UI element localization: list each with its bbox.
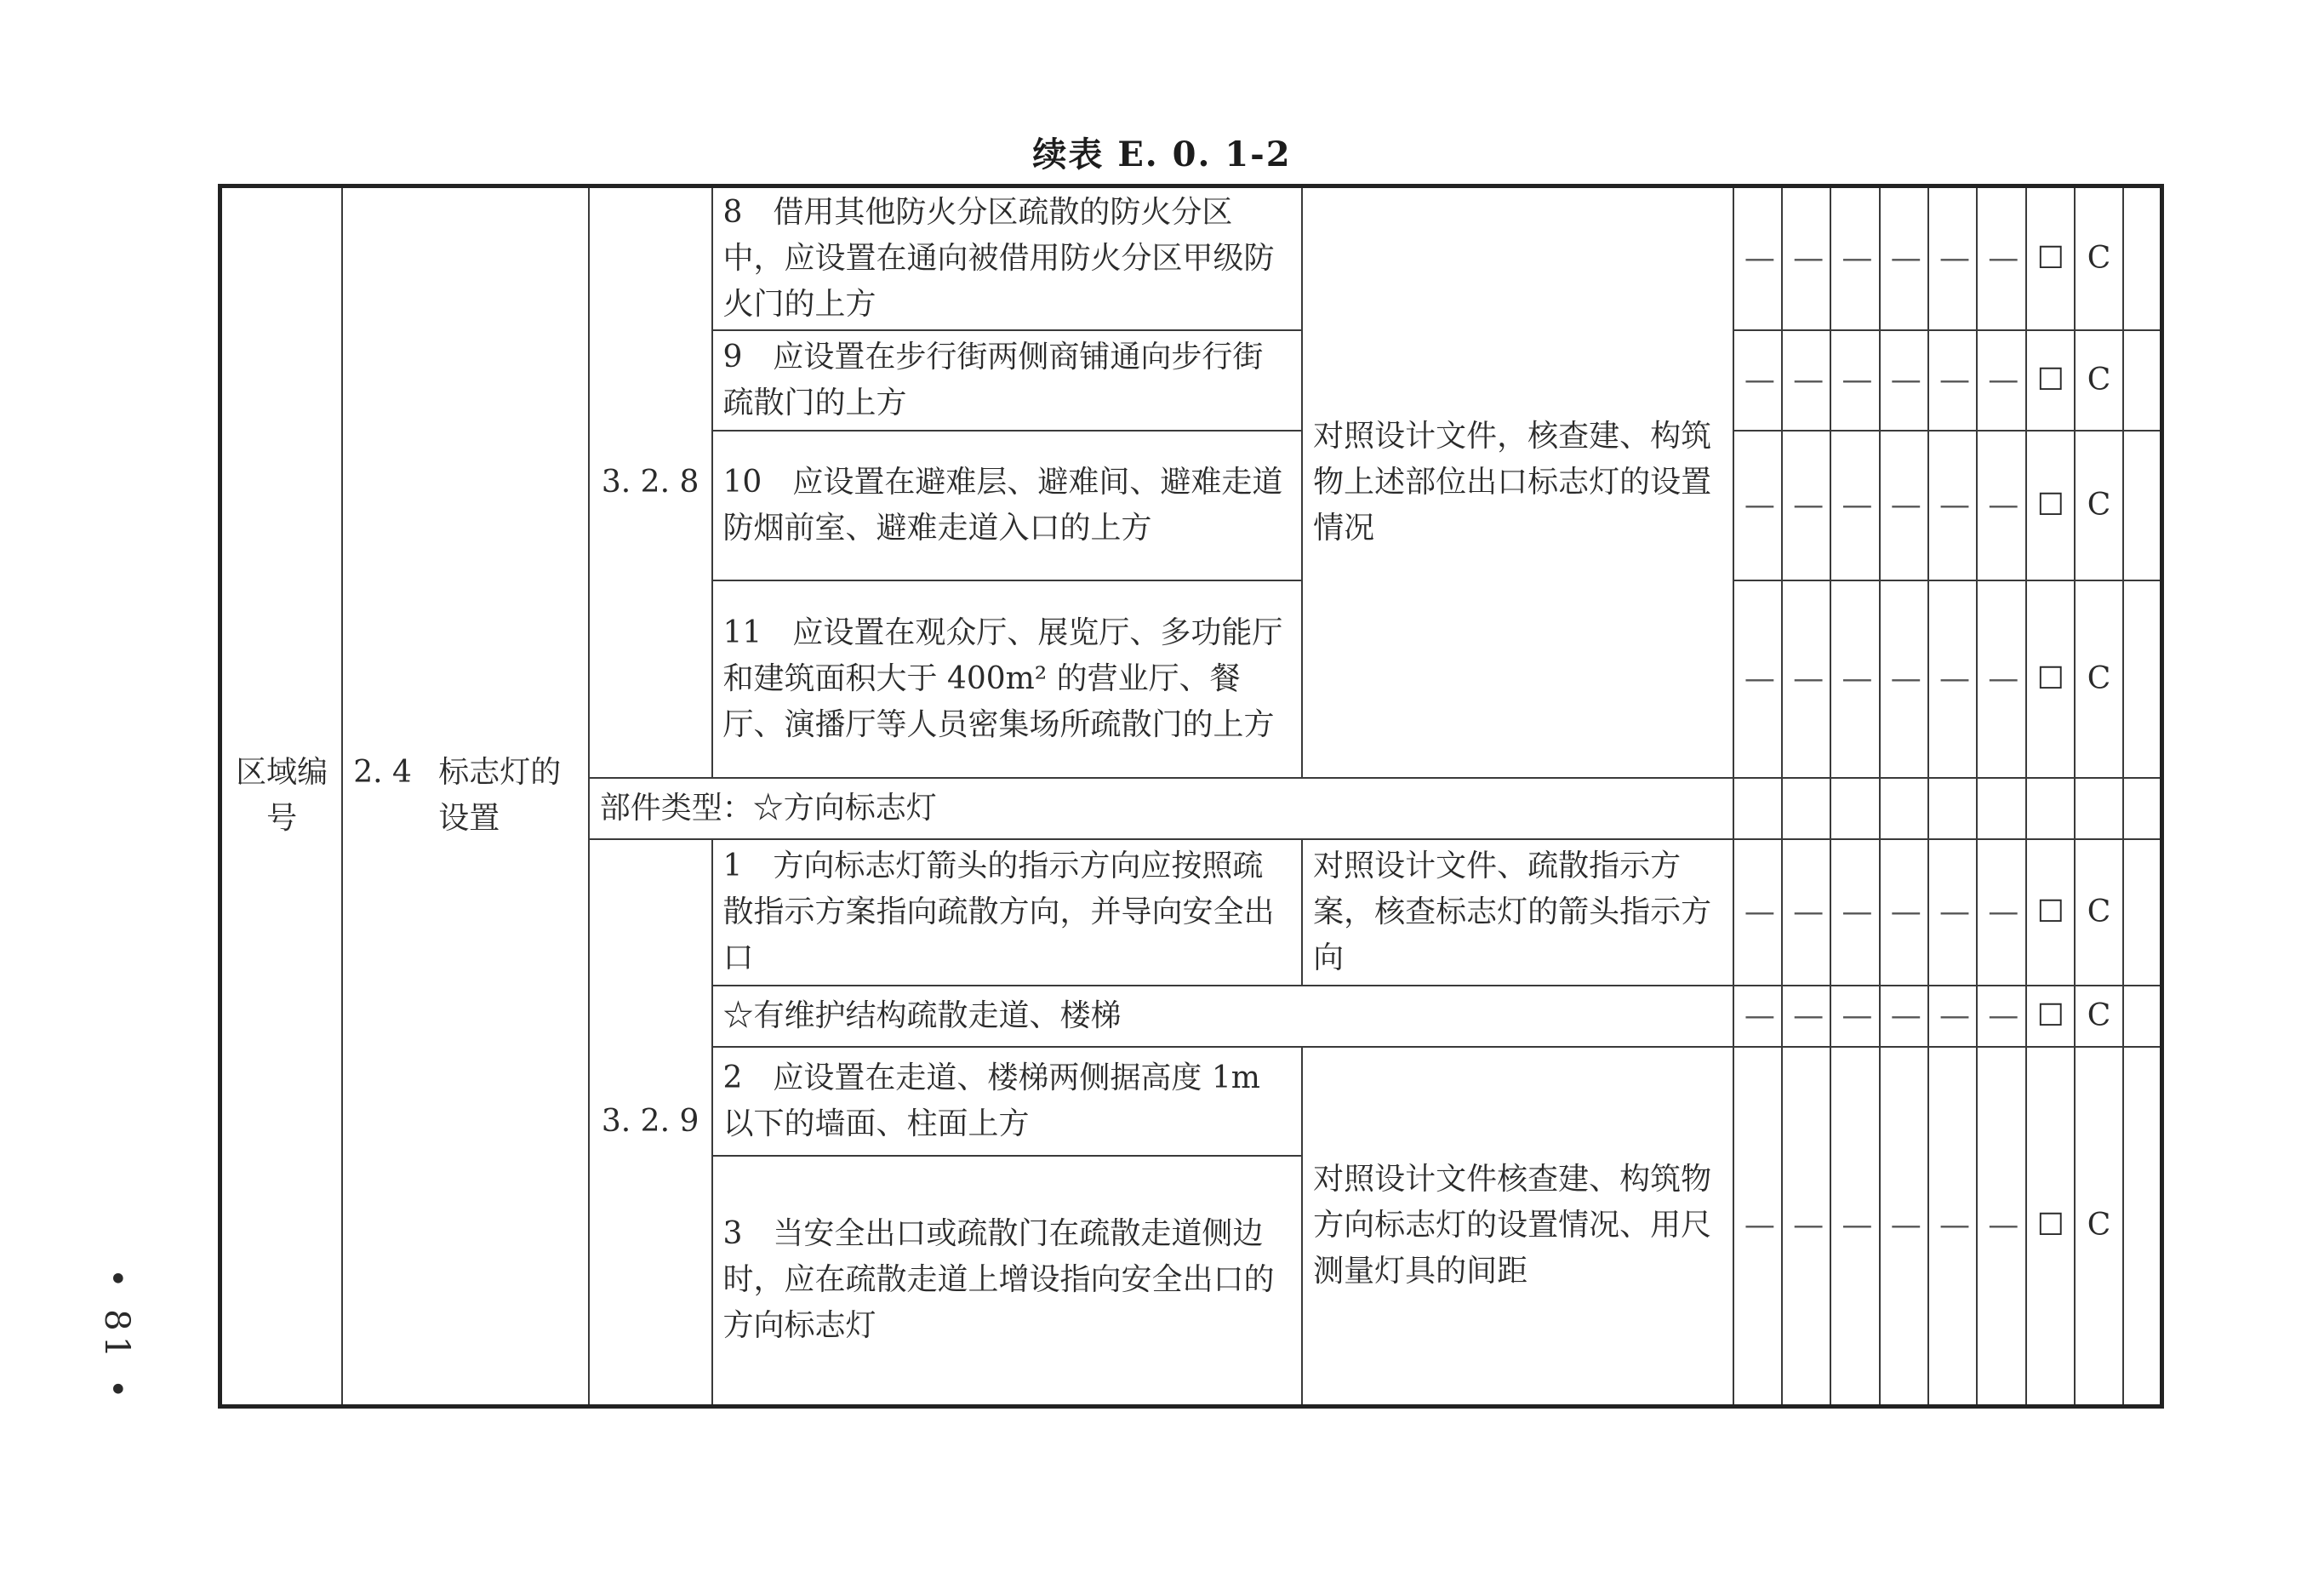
checkbox-icon: ☐ <box>2026 431 2075 580</box>
section-name: 标志灯的设置 <box>438 755 562 837</box>
subheading: ☆有维护结构疏散走道、楼梯 <box>712 986 1733 1047</box>
dash-mark: — <box>1782 431 1830 580</box>
dash-mark: — <box>1733 986 1782 1047</box>
section-number: 2. 4 <box>353 755 412 791</box>
blank-cell <box>1880 778 1928 839</box>
blank-cell <box>1830 778 1879 839</box>
dash-mark: — <box>1830 839 1879 986</box>
dash-mark: — <box>1880 580 1928 778</box>
dash-mark: — <box>1880 431 1928 580</box>
dash-mark: — <box>1782 330 1830 431</box>
area-code-cell: 区域编号 <box>220 186 343 1407</box>
checkbox-icon: ☐ <box>2026 986 2075 1047</box>
dash-mark: — <box>1977 186 2025 331</box>
dash-mark: — <box>1733 186 1782 331</box>
dash-mark: — <box>1830 330 1879 431</box>
dash-mark: — <box>1733 839 1782 986</box>
dash-mark: — <box>1880 986 1928 1047</box>
dash-mark: — <box>1928 580 1977 778</box>
checkbox-icon: ☐ <box>2026 186 2075 331</box>
dash-mark: — <box>1782 839 1830 986</box>
inspection-table <box>218 184 2164 1409</box>
dash-mark: — <box>1977 431 2025 580</box>
clause-number: 3. 2. 9 <box>589 839 712 1406</box>
dash-mark: — <box>1977 986 2025 1047</box>
inspection-method: 对照设计文件，核查建、构筑物上述部位出口标志灯的设置情况 <box>1302 186 1733 779</box>
dash-mark: — <box>1928 839 1977 986</box>
blank-cell <box>1782 778 1830 839</box>
inspection-table-frame <box>218 184 2164 1403</box>
dash-mark: — <box>1830 1047 1879 1406</box>
blank-cell <box>2026 778 2075 839</box>
requirement-text: 10 应设置在避难层、避难间、避难走道防烟前室、避难走道入口的上方 <box>712 431 1303 580</box>
dash-mark: — <box>1977 839 2025 986</box>
dash-mark: — <box>1830 580 1879 778</box>
section-cell <box>342 186 589 1407</box>
dash-mark: — <box>1977 580 2025 778</box>
dash-mark: — <box>1928 330 1977 431</box>
grade-label: C <box>2075 330 2123 431</box>
blank-cell <box>2123 580 2161 778</box>
grade-label: C <box>2075 431 2123 580</box>
dash-mark: — <box>1928 431 1977 580</box>
dash-mark: — <box>1928 186 1977 331</box>
requirement-text: 2 应设置在走道、楼梯两侧据高度 1m 以下的墙面、柱面上方 <box>712 1047 1303 1156</box>
blank-cell <box>2123 778 2161 839</box>
grade-label: C <box>2075 839 2123 986</box>
checkbox-icon: ☐ <box>2026 330 2075 431</box>
dash-mark: — <box>1880 839 1928 986</box>
dash-mark: — <box>1733 1047 1782 1406</box>
clause-number: 3. 2. 8 <box>589 186 712 779</box>
dash-mark: — <box>1830 431 1879 580</box>
grade-label: C <box>2075 986 2123 1047</box>
blank-cell <box>2123 186 2161 331</box>
grade-label: C <box>2075 186 2123 331</box>
dash-mark: — <box>1928 1047 1977 1406</box>
blank-cell <box>1928 778 1977 839</box>
dash-mark: — <box>1782 580 1830 778</box>
dash-mark: — <box>1880 330 1928 431</box>
requirement-text: 8 借用其他防火分区疏散的防火分区中，应设置在通向被借用防火分区甲级防火门的上方 <box>712 186 1303 331</box>
checkbox-icon: ☐ <box>2026 580 2075 778</box>
dash-mark: — <box>1977 1047 2025 1406</box>
blank-cell <box>1733 778 1782 839</box>
blank-cell <box>1977 778 2025 839</box>
dash-mark: — <box>1928 986 1977 1047</box>
component-type-heading: 部件类型：☆方向标志灯 <box>589 778 1733 839</box>
dash-mark: — <box>1830 986 1879 1047</box>
dash-mark: — <box>1880 1047 1928 1406</box>
requirement-text: 11 应设置在观众厅、展览厅、多功能厅和建筑面积大于 400m² 的营业厅、餐厅、演播厅等人员密集场所疏散门的上方 <box>712 580 1303 778</box>
dash-mark: — <box>1733 330 1782 431</box>
dash-mark: — <box>1733 580 1782 778</box>
dash-mark: — <box>1880 186 1928 331</box>
dash-mark: — <box>1782 986 1830 1047</box>
dash-mark: — <box>1782 1047 1830 1406</box>
grade-label: C <box>2075 580 2123 778</box>
dash-mark: — <box>1733 431 1782 580</box>
checkbox-icon: ☐ <box>2026 1047 2075 1406</box>
blank-cell <box>2123 330 2161 431</box>
table-row <box>220 186 2162 331</box>
dash-mark: — <box>1977 330 2025 431</box>
blank-cell <box>2123 839 2161 986</box>
inspection-method: 对照设计文件、疏散指示方案，核查标志灯的箭头指示方向 <box>1302 839 1733 986</box>
blank-cell <box>2123 1047 2161 1406</box>
blank-cell <box>2075 778 2123 839</box>
requirement-text: 3 当安全出口或疏散门在疏散走道侧边时，应在疏散走道上增设指向安全出口的方向标志灯 <box>712 1156 1303 1406</box>
blank-cell <box>2123 431 2161 580</box>
dash-mark: — <box>1830 186 1879 331</box>
blank-cell <box>2123 986 2161 1047</box>
checkbox-icon: ☐ <box>2026 839 2075 986</box>
inspection-method: 对照设计文件核查建、构筑物方向标志灯的设置情况、用尺测量灯具的间距 <box>1302 1047 1733 1406</box>
page-number: • 81 • <box>97 1268 136 1404</box>
grade-label: C <box>2075 1047 2123 1406</box>
page-title: 续表 E. 0. 1-2 <box>1032 134 1292 174</box>
requirement-text: 1 方向标志灯箭头的指示方向应按照疏散指示方案指向疏散方向，并导向安全出口 <box>712 839 1303 986</box>
requirement-text: 9 应设置在步行街两侧商铺通向步行街疏散门的上方 <box>712 330 1303 431</box>
dash-mark: — <box>1782 186 1830 331</box>
